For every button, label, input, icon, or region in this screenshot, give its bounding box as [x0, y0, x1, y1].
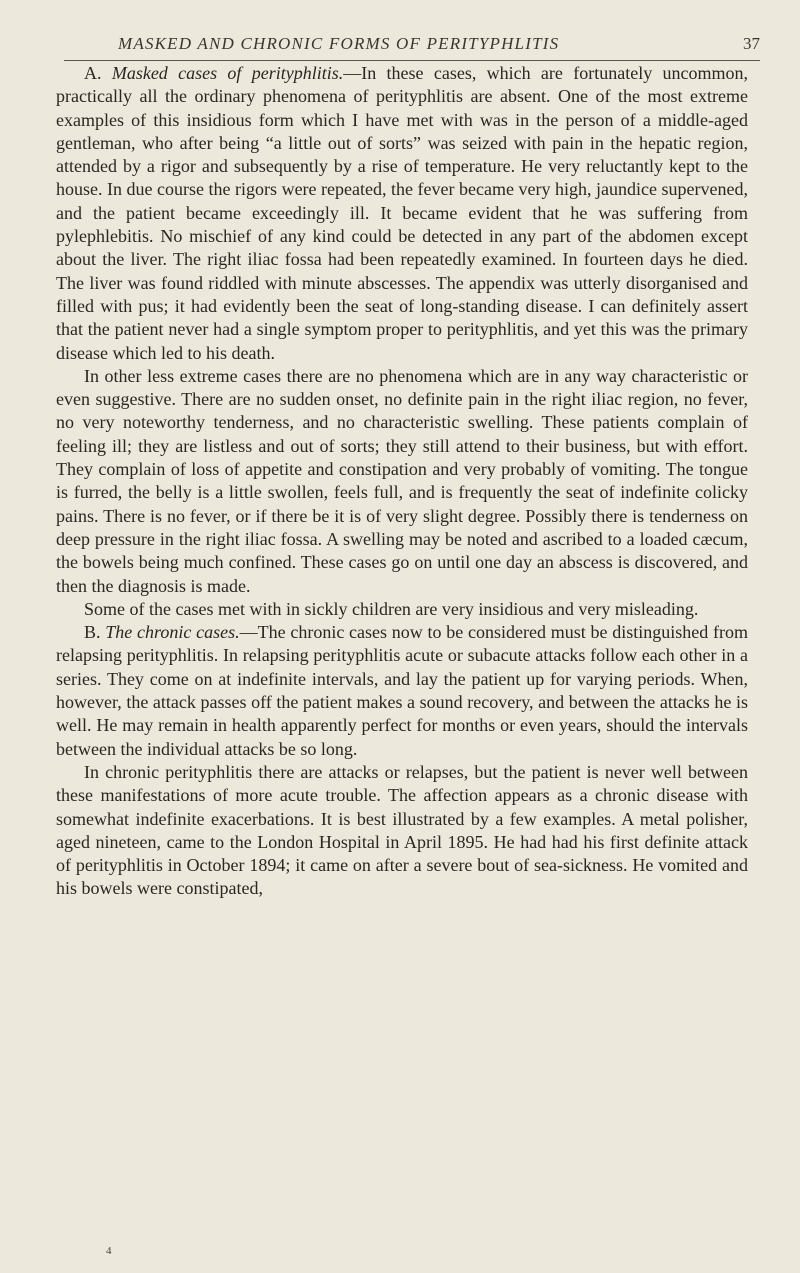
section-title-chronic-cases: The chronic cases. — [105, 622, 240, 643]
running-title: MASKED AND CHRONIC FORMS OF PERITYPHLITIS — [118, 34, 560, 53]
paragraph-less-extreme-cases — [56, 365, 748, 598]
running-head — [118, 34, 760, 64]
section-label-b: B. — [84, 622, 101, 643]
page-number: 37 — [743, 34, 760, 53]
paragraph-chronic-perityphlitis — [56, 761, 748, 901]
paragraph-sickly-children — [56, 598, 748, 621]
header-rule — [64, 60, 760, 61]
paragraph-masked-cases — [56, 62, 748, 365]
paragraph-text: Some of the cases met with in sickly children are very insidious and very misleading. — [84, 598, 699, 619]
paragraph-text: —The chronic cases now to be considered must be distinguished from relapsing perityphlitis. In relapsing perityphlitis acute or subacute attacks follow each other in a series. They come on at indefinite intervals, and lay the patient up for varying periods. When, however, the attack passes off the patient makes a sound recovery, and between the attacks he is well. He may remain in health apparently perfect for months or even years, should the intervals between the individual attacks be so long. — [56, 622, 748, 759]
paragraph-text: —In these cases, which are fortunately uncommon, practically all the ordinary phenomena of perityphlitis are absent. One of the most extreme examples of this insidious form which I have met with was in the person of a middle-aged gentleman, who after being “a little out of sorts” was seized with pain in the hepatic region, attended by a rigor and subsequently by a rise of temperature. He very reluctantly kept to the house. In due course the rigors were repeated, the fever became very high, jaundice supervened, and the patient became exceedingly ill. It became evident that he was suffering from pylephlebitis. No mischief of any kind could be detected in any part of the abdomen except about the liver. The right iliac fossa had been repeatedly examined. In fourteen days he died. The liver was found riddled with minute abscesses. The appendix was utterly disorganised and filled with pus; it had evidently been the seat of long-standing disease. I can definitely assert that the patient never had a single symptom proper to perityphlitis, and yet this was the primary disease which led to his death. — [56, 63, 748, 363]
paragraph-text: In chronic perityphlitis there are attacks or relapses, but the patient is never well between these manifestations of more acute trouble. The affection appears as a chronic disease with somewhat indefinite exacerbations. It is best illustrated by a few examples. A metal polisher, aged nineteen, came to the London Hospital in April 1895. He had had his first definite attack of perityphlitis in October 1894; it came on after a severe bout of sea-sickness. He vomited and his bowels were constipated, — [56, 761, 748, 899]
section-label-a: A. — [84, 63, 102, 83]
section-title-masked-cases: Masked cases of perityphlitis. — [111, 63, 344, 83]
footer-mark: 4 — [106, 1245, 112, 1257]
body-text — [56, 62, 748, 901]
paragraph-chronic-cases — [56, 621, 748, 761]
paragraph-text: In other less extreme cases there are no phenomena which are in any way characteristic or even suggestive. There are no sudden onset, no definite pain in the right iliac region, no fever, no very noteworthy tenderness, and no characteristic swelling. These patients complain of feeling ill; they are listless and out of sorts; they still attend to their business, but with effort. They complain of loss of appetite and constipation and very probably of vomiting. The tongue is furred, the belly is a little swollen, feels full, and is frequently the seat of indefinite colicky pains. There is no fever, or if there be it is of very slight degree. Possibly there is tenderness on deep pressure in the right iliac fossa. A swelling may be noted and ascribed to a loaded cæcum, the bowels being much confined. These cases go on until one day an abscess is discovered, and then the diagnosis is made. — [56, 365, 748, 596]
